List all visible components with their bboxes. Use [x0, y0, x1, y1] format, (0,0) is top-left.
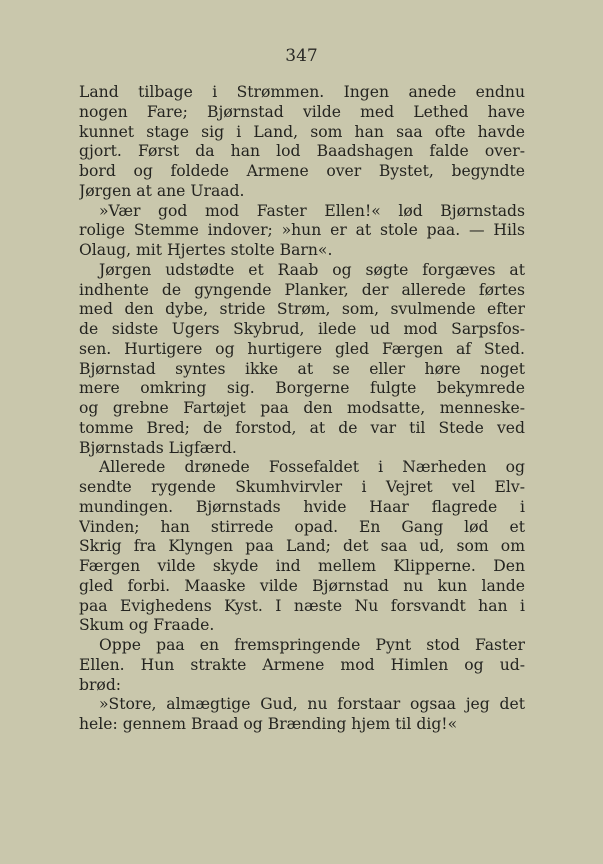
body-text [79, 83, 525, 735]
text-line: »Store, almægtige Gud, nu forstaar ogsaa jeg det [99, 695, 525, 714]
text-line: Jørgen udstødte et Raab og søgte forgæves at [99, 260, 525, 279]
page-number: 347 [285, 46, 318, 66]
text-line: Jørgen at ane Uraad. [79, 181, 245, 200]
text-line: og grebne Fartøjet paa den modsatte, menneske- [79, 399, 525, 417]
text-line: kunnet stage sig i Land, som han saa ofte havde [79, 122, 525, 141]
text-line: Færgen vilde skyde ind mellem Klipperne. Den [79, 557, 525, 575]
text-line: hele: gennem Braad og Brænding hjem til dig!« [79, 715, 458, 733]
text-line: brød: [79, 675, 122, 694]
text-line: de sidste Ugers Skybrud, ilede ud mod Sarpsfos- [79, 320, 525, 338]
text-line: mere omkring sig. Borgerne fulgte bekymrede [79, 379, 525, 398]
text-line: tomme Bred; de forstod, at de var til Stede ved [79, 418, 525, 437]
text-line: mundingen. Bjørnstads hvide Haar flagrede i [79, 497, 525, 516]
text-line: Land tilbage i Strømmen. Ingen anede endnu [79, 83, 525, 101]
text-line: »Vær god mod Faster Ellen!« lød Bjørnstads [99, 201, 525, 220]
text-line: Olaug, mit Hjertes stolte Barn«. [79, 241, 333, 259]
text-line: gjort. Først da han lod Baadshagen falde over- [79, 142, 525, 161]
text-line: nogen Fare; Bjørnstad vilde med Lethed have [79, 102, 525, 121]
text-line: Bjørnstads Ligfærd. [79, 438, 237, 457]
text-line: sendte rygende Skumhvirvler i Vejret vel Elv- [79, 478, 525, 496]
text-line: Skrig fra Klyngen paa Land; det saa ud, som om [79, 537, 525, 556]
text-line: Skum og Fraade. [79, 616, 215, 635]
text-line: Vinden; han stirrede opad. En Gang lød et [79, 517, 525, 536]
text-line: sen. Hurtigere og hurtigere gled Færgen af Sted. [79, 339, 525, 358]
text-line: med den dybe, stride Strøm, som, svulmende efter [79, 300, 525, 319]
text-line: bord og foldede Armene over Bystet, begyndte [79, 162, 525, 180]
text-line: paa Evighedens Kyst. I næste Nu forsvandt han i [79, 596, 525, 615]
text-line: Bjørnstad syntes ikke at se eller høre noget [79, 359, 525, 378]
text-line: gled forbi. Maaske vilde Bjørnstad nu kun lande [79, 576, 525, 595]
text-line: Oppe paa en fremspringende Pynt stod Faster [99, 636, 525, 654]
text-line: rolige Stemme indover; »hun er at stole paa. — Hils [79, 221, 525, 240]
text-line: Allerede drønede Fossefaldet i Nærheden og [99, 458, 525, 477]
text-line: Ellen. Hun strakte Armene mod Himlen og ud- [79, 655, 525, 674]
text-line: indhente de gyngende Planker, der allerede førtes [79, 280, 525, 299]
